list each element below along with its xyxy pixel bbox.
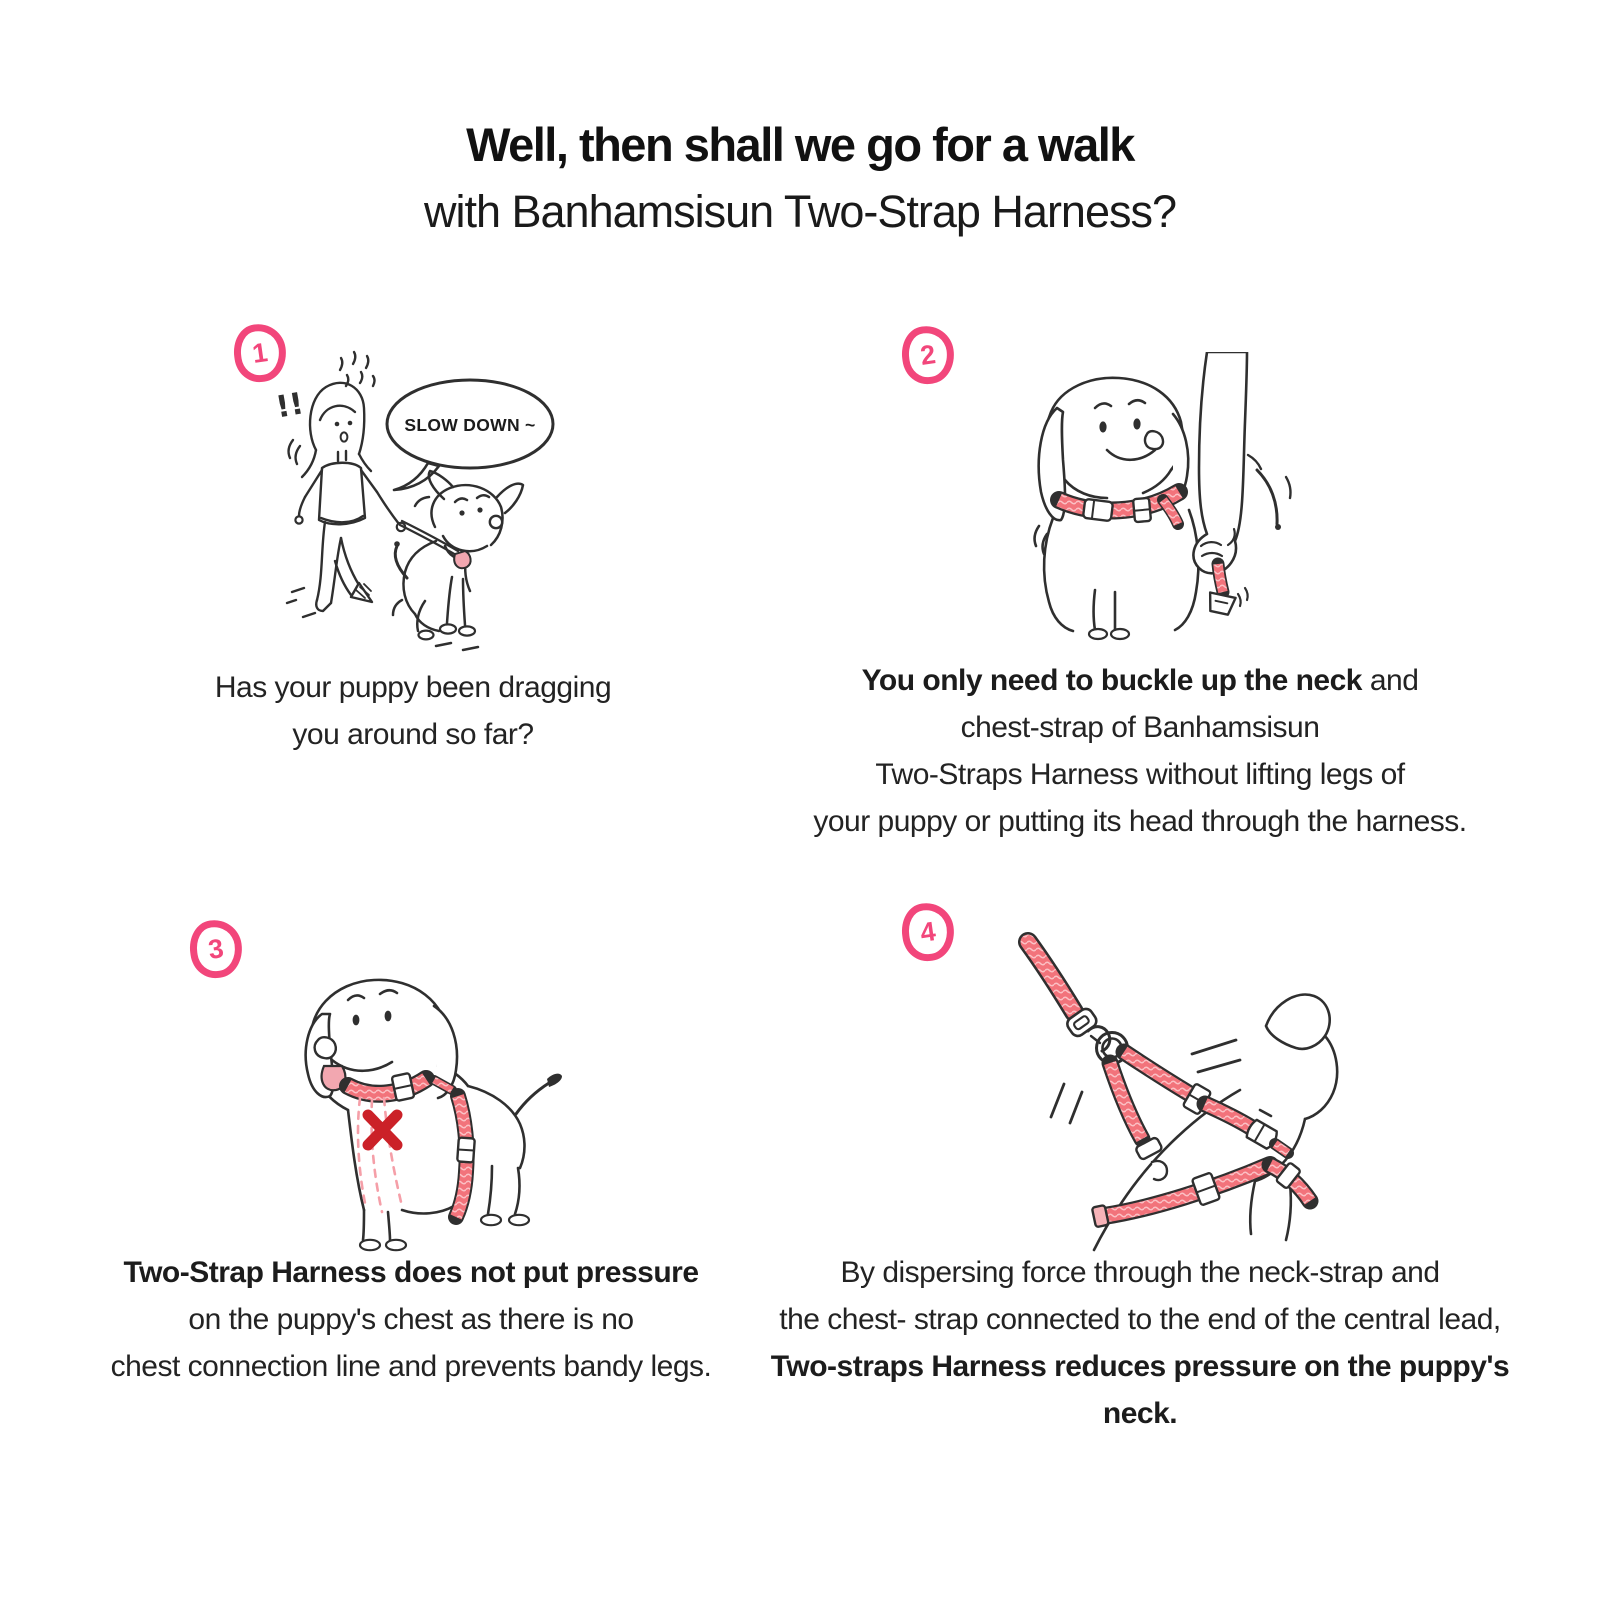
step-3-badge: 3	[186, 917, 246, 982]
collar-buckle	[1083, 499, 1113, 521]
caption-line: the chest- strap connected to the end of the central lead,	[779, 1303, 1501, 1336]
caption-line: chest-strap of Banhamsisun	[960, 711, 1320, 744]
leash-strap	[1028, 942, 1128, 1064]
collar-slider	[1133, 498, 1151, 522]
chest-buckle	[1206, 592, 1235, 615]
title-line-2: with Banhamsisun Two-Strap Harness?	[423, 186, 1177, 237]
chest-strap	[434, 1080, 475, 1217]
strap-slider	[457, 1137, 475, 1162]
wagging-tail	[1248, 455, 1291, 530]
caption-line: on the puppy's chest as there is no	[188, 1303, 634, 1336]
nose	[1145, 431, 1163, 449]
caption-line: Has your puppy been dragging	[214, 671, 612, 704]
speech-bubble-text: SLOW DOWN ~	[404, 415, 536, 435]
pulling-puppy-figure	[393, 471, 523, 650]
illustration-buckling-neck-strap	[995, 352, 1295, 642]
caption-line: your puppy or putting its head through the harness.	[813, 805, 1467, 838]
step-3-caption	[58, 1249, 764, 1390]
step-4-caption	[740, 1249, 1540, 1437]
tail	[516, 1083, 549, 1114]
chest-strap-long	[1092, 1162, 1310, 1227]
illustration-no-chest-pressure	[268, 948, 568, 1258]
step-1-caption	[60, 664, 766, 758]
puppy-figure	[306, 980, 562, 1250]
strap-end-tab	[1092, 1205, 1109, 1227]
step-2-badge: 2	[898, 323, 958, 388]
leash-line	[400, 521, 458, 555]
caption-line: By dispersing force through the neck-strap and	[840, 1256, 1440, 1289]
nose	[315, 1037, 336, 1058]
caption-line: chest connection line and prevents bandy legs.	[110, 1350, 712, 1383]
step-4-badge: 4	[898, 900, 958, 965]
illustration-owner-dragged-by-puppy	[258, 350, 558, 660]
caption-line: you around so far?	[292, 718, 534, 751]
step-1-badge: 1	[230, 321, 290, 386]
illustration-harness-closeup	[1000, 932, 1340, 1252]
caption-line: Two-straps Harness reduces pressure on the puppy's neck.	[770, 1350, 1510, 1430]
title-line-1: Well, then shall we go for a walk	[466, 118, 1134, 171]
step-2-caption	[740, 657, 1540, 845]
caption-line: Two-Strap Harness does not put pressure	[123, 1256, 699, 1289]
caption-line: You only need to buckle up the neck and	[861, 664, 1419, 697]
page-title	[0, 112, 1600, 246]
human-hand	[1193, 352, 1247, 616]
small-hook	[1152, 1161, 1167, 1180]
collar-slider	[392, 1073, 415, 1101]
caption-line: Two-Straps Harness without lifting legs of	[875, 758, 1405, 791]
speech-bubble	[387, 380, 553, 490]
exclamation-marks: !!	[273, 386, 307, 426]
sweat-drops-icon	[340, 352, 375, 386]
